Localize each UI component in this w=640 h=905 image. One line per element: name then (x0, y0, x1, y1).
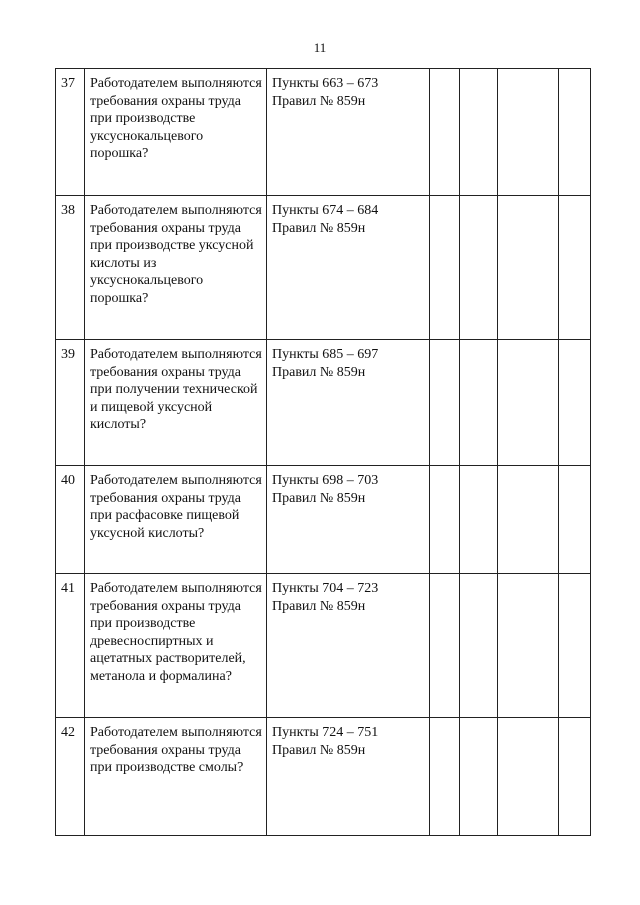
reference-points: Пункты 685 – 697 (272, 347, 379, 362)
table-row (56, 340, 591, 466)
table-row (56, 574, 591, 718)
answer-na-cell (498, 69, 559, 196)
note-cell (559, 196, 591, 340)
requirement-question: Работодателем выполняются требования охраны труда при производстве древесноспиртных и ацетатных растворителей, метанола и формалина? (85, 574, 267, 718)
reference-points: Пункты 663 – 673 (272, 76, 379, 91)
note-cell (559, 574, 591, 718)
note-cell (559, 466, 591, 574)
reference-points: Пункты 674 – 684 (272, 203, 379, 218)
answer-yes-cell (430, 718, 460, 836)
answer-no-cell (460, 466, 498, 574)
answer-na-cell (498, 196, 559, 340)
requirement-reference (267, 466, 430, 574)
reference-rules: Правил № 859н (272, 598, 366, 614)
note-cell (559, 340, 591, 466)
table-row (56, 466, 591, 574)
row-number: 38 (56, 196, 85, 340)
answer-na-cell (498, 466, 559, 574)
row-number: 39 (56, 340, 85, 466)
requirement-question: Работодателем выполняются требования охраны труда при производстве уксусной кислоты из уксуснокальцевого порошка? (85, 196, 267, 340)
answer-yes-cell (430, 574, 460, 718)
answer-yes-cell (430, 340, 460, 466)
reference-rules: Правил № 859н (272, 364, 366, 380)
page-number: 11 (313, 40, 327, 55)
table-row (56, 718, 591, 836)
requirement-reference (267, 340, 430, 466)
requirement-question: Работодателем выполняются требования охраны труда при производстве смолы? (85, 718, 267, 836)
answer-no-cell (460, 340, 498, 466)
reference-rules: Правил № 859н (272, 93, 366, 109)
checklist-table (55, 68, 591, 836)
reference-points: Пункты 724 – 751 (272, 725, 379, 740)
table-row (56, 69, 591, 196)
answer-yes-cell (430, 69, 460, 196)
requirement-reference (267, 718, 430, 836)
answer-no-cell (460, 69, 498, 196)
row-number: 40 (56, 466, 85, 574)
answer-yes-cell (430, 196, 460, 340)
answer-no-cell (460, 196, 498, 340)
reference-points: Пункты 698 – 703 (272, 473, 379, 488)
answer-na-cell (498, 340, 559, 466)
answer-no-cell (460, 574, 498, 718)
row-number: 42 (56, 718, 85, 836)
reference-points: Пункты 704 – 723 (272, 581, 379, 596)
answer-no-cell (460, 718, 498, 836)
table-row (56, 196, 591, 340)
note-cell (559, 69, 591, 196)
reference-rules: Правил № 859н (272, 742, 366, 758)
requirement-reference (267, 574, 430, 718)
answer-yes-cell (430, 466, 460, 574)
answer-na-cell (498, 574, 559, 718)
reference-rules: Правил № 859н (272, 220, 366, 236)
row-number: 41 (56, 574, 85, 718)
requirement-question: Работодателем выполняются требования охраны труда при расфасовке пищевой уксусной кислоты? (85, 466, 267, 574)
answer-na-cell (498, 718, 559, 836)
requirement-reference (267, 196, 430, 340)
reference-rules: Правил № 859н (272, 490, 366, 506)
note-cell (559, 718, 591, 836)
requirement-reference (267, 69, 430, 196)
requirement-question: Работодателем выполняются требования охраны труда при производстве уксуснокальцевого порошка? (85, 69, 267, 196)
row-number: 37 (56, 69, 85, 196)
requirement-question: Работодателем выполняются требования охраны труда при получении технической и пищевой уксусной кислоты? (85, 340, 267, 466)
